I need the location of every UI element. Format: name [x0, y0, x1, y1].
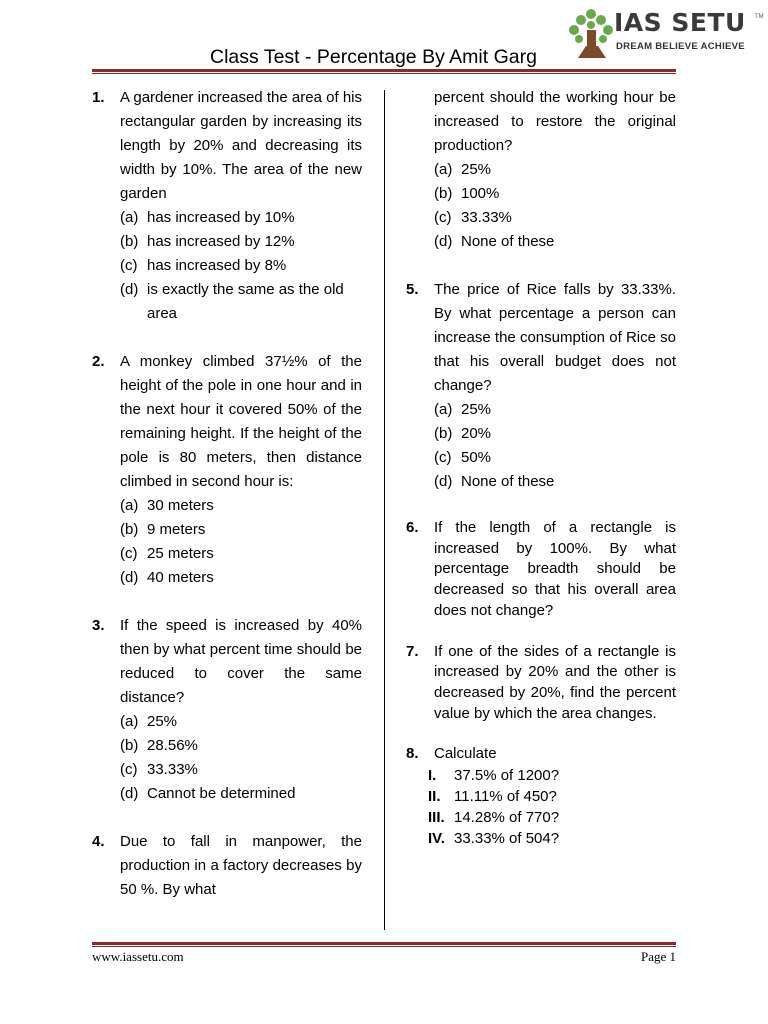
question-1: [92, 86, 362, 326]
option-b: (b) 20%: [434, 425, 492, 442]
option-d: (d) 40 meters: [120, 569, 214, 586]
question-number: 7.: [406, 642, 419, 660]
website-link[interactable]: www.iassetu.com: [92, 949, 184, 964]
question-7: [406, 642, 676, 725]
question-3: [92, 614, 362, 806]
sub-item-3: III. 14.28% of 770?: [428, 809, 560, 827]
option-a: (a) 25%: [434, 401, 492, 418]
option-a: (a) 30 meters: [120, 497, 214, 514]
question-number: 4.: [92, 833, 105, 850]
question-text: A gardener increased the area of his rectangular garden by increasing its length by 20% and decreasing its width by 10%. The area of the new garden: [120, 89, 362, 202]
footer-rule-thin: [92, 946, 676, 947]
option-a: (a) 25%: [434, 161, 492, 178]
option-d: (d) is exactly the same as the old area: [120, 281, 344, 322]
tagline: DREAM BELIEVE ACHIEVE: [616, 41, 745, 52]
question-6: [406, 518, 676, 622]
question-number: 8.: [406, 745, 419, 763]
question-number: 6.: [406, 519, 419, 536]
question-text: If one of the sides of a rectangle is increased by 20% and the other is decreased by 20%, find the percent value by which the area changes.: [434, 642, 676, 722]
page-number: Page 1: [640, 949, 676, 964]
option-c: (c) 33.33%: [120, 761, 198, 778]
right-column: [406, 86, 676, 849]
question-number: 2.: [92, 353, 105, 370]
column-divider: [384, 90, 385, 930]
question-number: 1.: [92, 89, 105, 106]
question-2: [92, 350, 362, 590]
option-c: (c) has increased by 8%: [120, 257, 287, 274]
option-b: (b) 28.56%: [120, 737, 198, 754]
question-text: A monkey climbed 37½% of the height of the pole in one hour and in the next hour it covered 50% of the remaining height. If the height of the pole is 80 meters, then distance climbed in second hour is:: [120, 353, 362, 490]
option-a: (a) has increased by 10%: [120, 209, 295, 226]
page-title: Class Test - Percentage By Amit Garg: [210, 46, 537, 68]
question-5: [406, 278, 676, 494]
option-c: (c) 25 meters: [120, 545, 214, 562]
question-text: The price of Rice falls by 33.33%. By what percentage a person can increase the consumption of Rice so that his overall budget does not change?: [434, 281, 676, 394]
option-a: (a) 25%: [120, 713, 178, 730]
question-4: [92, 830, 362, 902]
sub-item-2: II. 11.11% of 450?: [428, 788, 557, 806]
header-rule: [92, 69, 676, 72]
question-text: If the length of a rectangle is increased by 100%. By what percentage breadth should be decreased so that his overall area does not change?: [434, 519, 676, 619]
option-d: (d) None of these: [434, 473, 555, 490]
sub-item-4: IV. 33.33% of 504?: [428, 830, 560, 848]
brand-name: IAS SETU: [614, 8, 746, 37]
question-text: Calculate: [434, 745, 497, 763]
question-text: If the speed is increased by 40% then by what percent time should be reduced to cover the same distance?: [120, 617, 362, 706]
option-b: (b) 9 meters: [120, 521, 206, 538]
option-c: (c) 33.33%: [434, 209, 512, 226]
option-b: (b) 100%: [434, 185, 500, 202]
option-c: (c) 50%: [434, 449, 492, 466]
trademark: TM: [755, 14, 764, 20]
question-8: [406, 744, 676, 849]
footer-rule: [92, 942, 676, 945]
question-text: percent should the working hour be increased to restore the original production?: [434, 89, 676, 154]
header-rule-thin: [92, 73, 676, 74]
option-d: (d) Cannot be determined: [120, 785, 296, 802]
sub-item-1: I. 37.5% of 1200?: [428, 767, 560, 785]
option-d: (d) None of these: [434, 233, 555, 250]
question-text: Due to fall in manpower, the production in a factory decreases by 50 %. By what: [120, 833, 362, 898]
option-b: (b) has increased by 12%: [120, 233, 295, 250]
question-number: 3.: [92, 617, 105, 634]
left-column: [92, 86, 362, 902]
question-4-continued: [406, 86, 676, 254]
question-number: 5.: [406, 281, 419, 298]
